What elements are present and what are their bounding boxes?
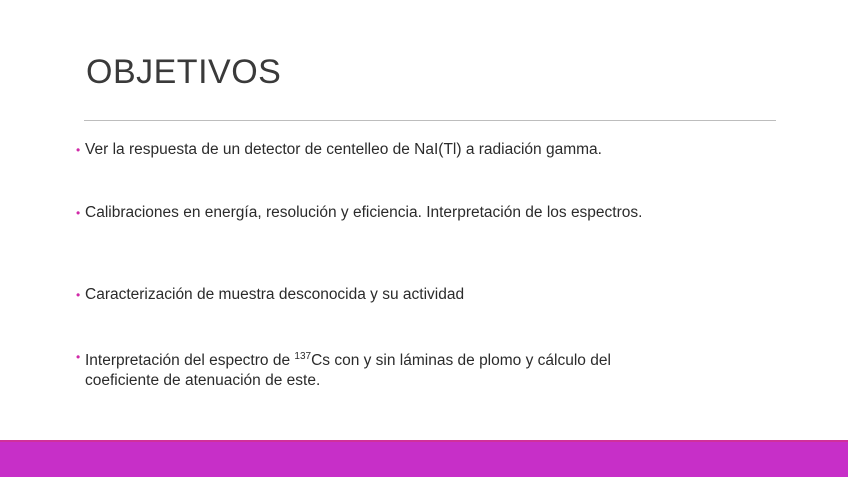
bullet-text (76, 347, 676, 391)
isotope-mass-number: 137 (294, 351, 312, 362)
bullet-text: Ver la respuesta de un detector de centelleo de NaI(Tl) a radiación gamma. (85, 141, 602, 158)
list-item (76, 347, 676, 391)
slide-title: OBJETIVOS (86, 53, 282, 91)
title-divider (84, 120, 776, 121)
footer-accent-band (0, 440, 848, 477)
bullet-text: Calibraciones en energía, resolución y eficiencia. Interpretación de los espectros. (85, 204, 643, 221)
bullet-icon: • (76, 350, 81, 364)
list-item (76, 203, 676, 223)
bullet-icon: • (76, 288, 81, 302)
bullet-text-before: Interpretación del espectro de (85, 352, 295, 370)
list-item (76, 285, 676, 305)
bullet-text-after: Cs con y sin láminas de plomo y cálculo del coeficiente de atenuación de este. (85, 352, 611, 390)
bullet-text: Caracterización de muestra desconocida y su actividad (85, 286, 465, 303)
bullet-icon: • (76, 206, 81, 220)
bullet-icon: • (76, 143, 81, 157)
list-item (76, 140, 676, 160)
